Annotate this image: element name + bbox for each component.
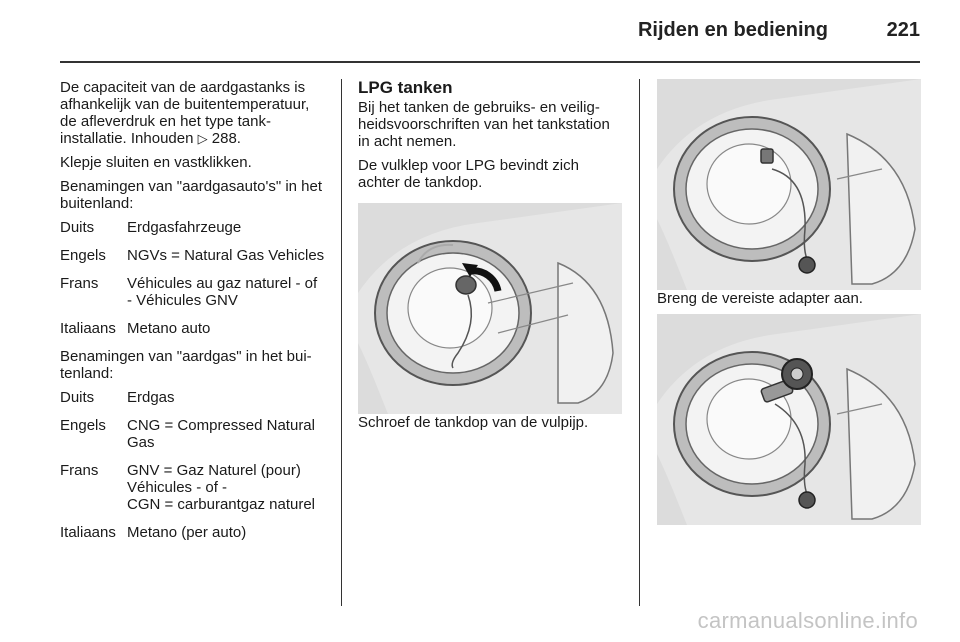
fuel-flap-open-illustration [657,79,921,290]
fuel-flap-illustration [358,203,622,414]
vehicle-names-table [60,219,326,337]
table-row: Italiaans Metano (per auto) [60,524,247,541]
table-row: Engels NGVs = Natural Gas Vehicles [60,247,325,264]
lpg-heading: LPG tanken [358,78,453,97]
names-vehicles-intro: Benamingen van "aardgasauto's" in het buitenland: [60,178,323,212]
table-row: Frans GNV = Gaz Naturel (pour) Véhicules - of - CGN = carburantgaz naturel [60,462,316,513]
table-row: Duits Erdgasfahrzeuge [60,219,242,236]
capacity-paragraph: De capaciteit van de aardgastanks is afhankelijk van de buitentemperatuur, de afleverdruk en het type tankinstallatie. Inhouden ▷ 288. [60,79,310,147]
header-divider [60,61,920,63]
table-row: Frans Véhicules au gaz naturel - of - Véhicules GNV [60,275,318,309]
column-2 [358,79,624,438]
names-gas-intro: Benamingen van "aardgas" in het buitenland: [60,348,312,382]
close-flap-paragraph: Klepje sluiten en vastklikken. [60,154,252,171]
figure-unscrew-cap [358,203,622,414]
figure-adapter-fitted [657,314,921,525]
column-3 [657,79,921,525]
figure-cap-removed [657,79,921,290]
page-header [60,0,920,62]
column-divider-1 [341,79,342,606]
page-title: Rijden en bediening [637,19,828,41]
table-row: Duits Erdgas [60,389,175,406]
column-divider-2 [639,79,640,606]
gas-names-table [60,389,326,541]
lpg-safety-paragraph: Bij het tanken de gebruiks- en veiligheidsvoorschriften van het tankstation in acht nemen. [358,99,610,150]
figure-caption-unscrew: Schroef de tankdop van de vulpijp. [358,414,589,431]
table-row: Engels CNG = Compressed Natural Gas [60,417,315,451]
triangle-ref-icon[interactable]: ▷ [197,131,208,146]
adapter-illustration [657,314,921,525]
table-row: Italiaans Metano auto [60,320,211,337]
page-ref[interactable]: 288. [211,130,241,147]
watermark[interactable]: carmanualsonline.info [697,608,918,633]
column-1 [60,79,326,552]
page-number: 221 [886,19,920,41]
lpg-valve-paragraph: De vulklep voor LPG bevindt zich achter de tankdop. [358,157,579,191]
figure-caption-adapter: Breng de vereiste adapter aan. [657,290,863,307]
